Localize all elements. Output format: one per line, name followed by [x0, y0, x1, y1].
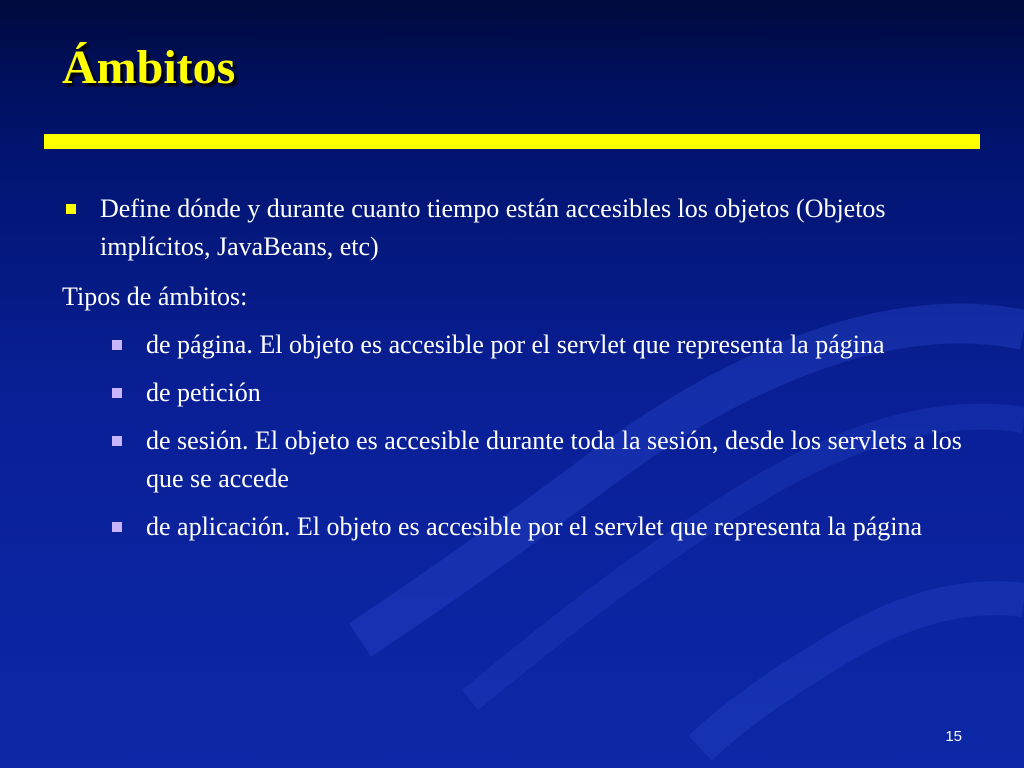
square-bullet-icon — [66, 204, 76, 214]
sub-bullet-text: de petición — [146, 378, 261, 407]
sub-bullet-text: de sesión. El objeto es accesible durante toda la sesión, desde los servlets a los que se accede — [146, 426, 962, 493]
square-bullet-icon — [112, 522, 122, 532]
sub-bullet-item — [108, 508, 962, 546]
subheading: Tipos de ámbitos: — [62, 282, 248, 311]
sub-bullet-item — [108, 422, 962, 498]
bullet-item — [62, 190, 962, 266]
sub-bullet-text: de aplicación. El objeto es accesible por el servlet que representa la página — [146, 512, 923, 541]
title-underline-bar — [44, 134, 980, 149]
square-bullet-icon — [112, 436, 122, 446]
sub-bullet-item — [108, 374, 962, 412]
bullet-text: Define dónde y durante cuanto tiempo están accesibles los objetos (Objetos implícitos, JavaBeans, etc) — [100, 194, 886, 261]
slide-title: Ámbitos — [62, 41, 236, 94]
slide-content — [62, 190, 962, 546]
square-bullet-icon — [112, 388, 122, 398]
sub-bullet-item — [108, 326, 962, 364]
slide-number: 15 — [945, 728, 962, 745]
sub-bullet-text: de página. El objeto es accesible por el servlet que representa la página — [146, 330, 885, 359]
square-bullet-icon — [112, 340, 122, 350]
